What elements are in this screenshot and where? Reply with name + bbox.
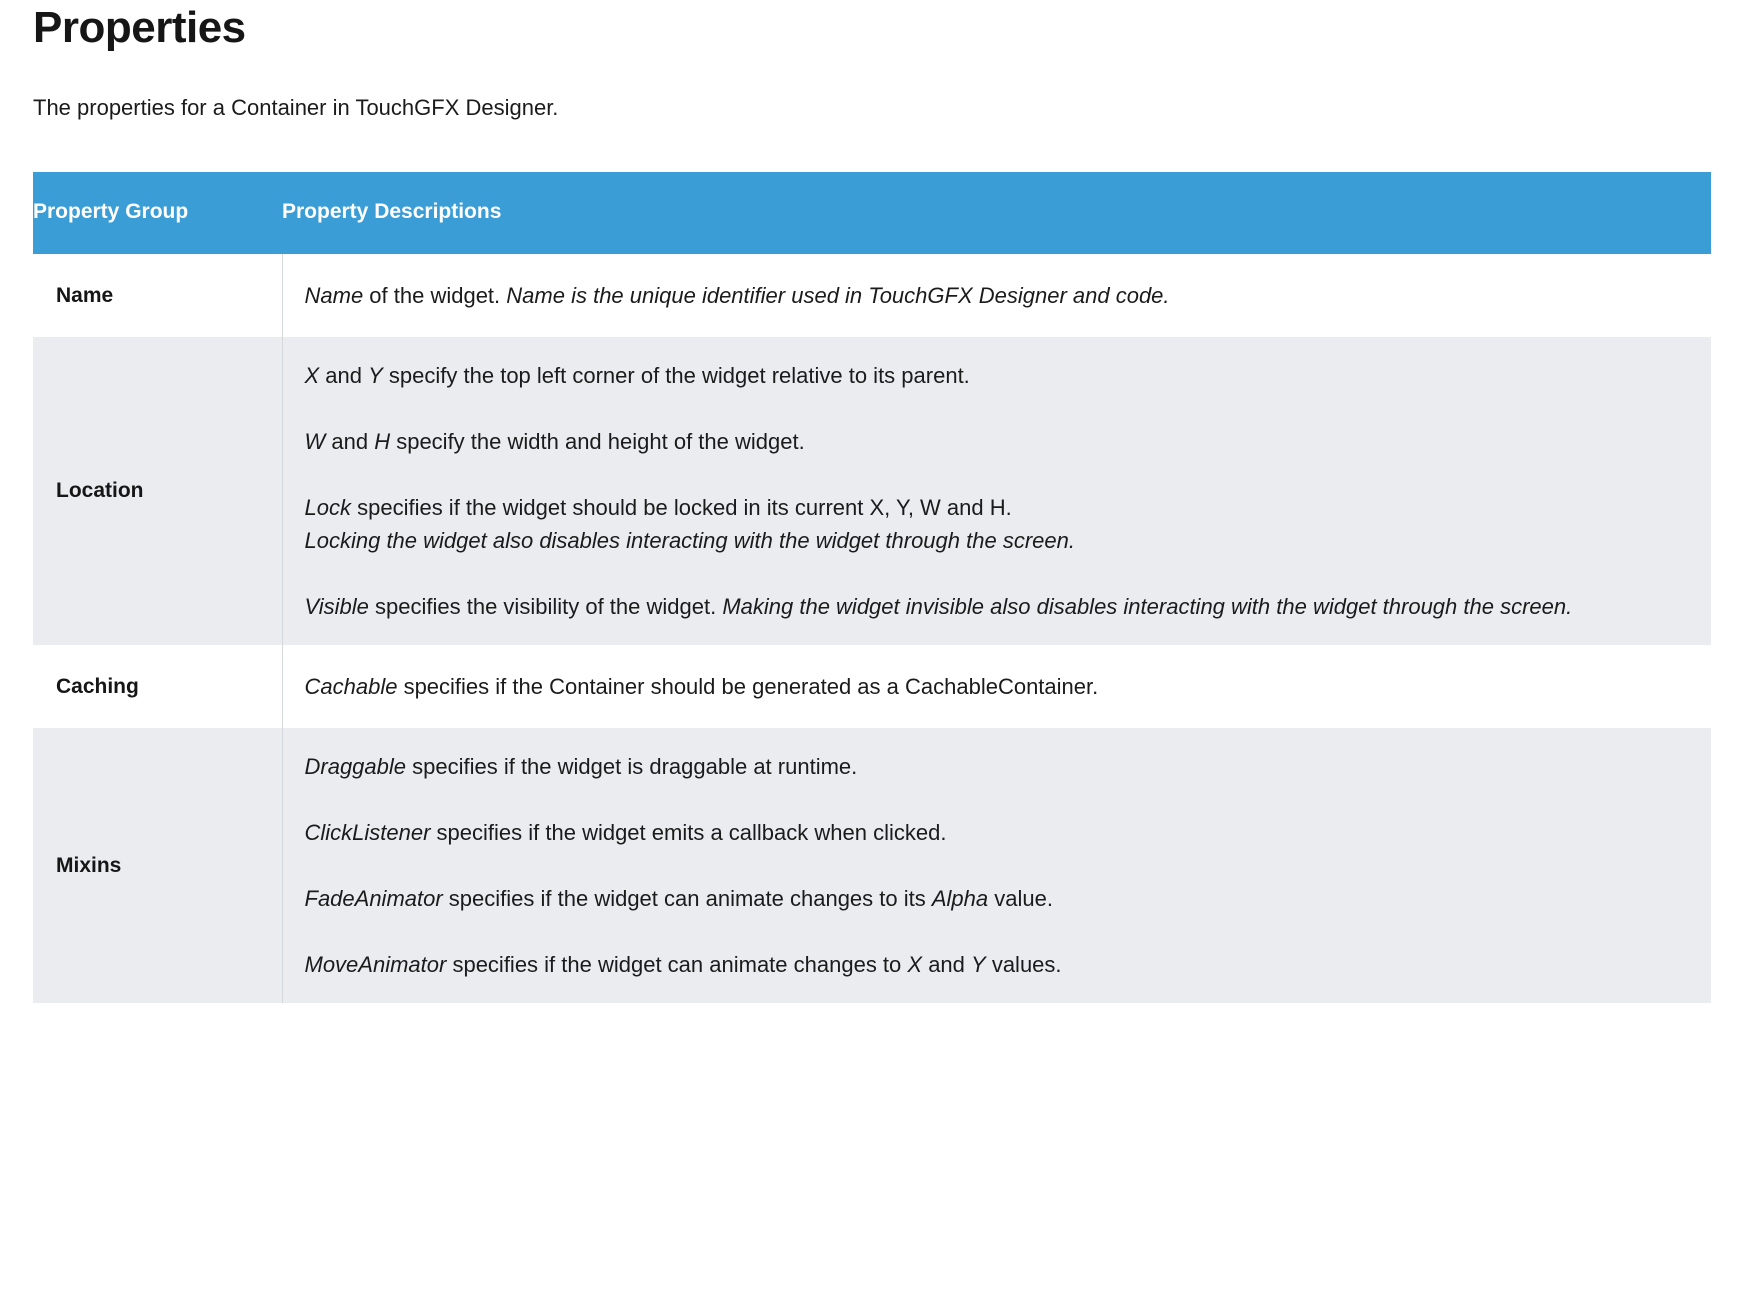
description-text: specify the top left corner of the widget relative to its parent. bbox=[382, 362, 970, 388]
column-header-property-descriptions: Property Descriptions bbox=[282, 172, 1711, 254]
property-group-cell: Caching bbox=[33, 645, 282, 728]
property-descriptions-cell bbox=[282, 728, 1711, 1003]
emphasized-term: Y bbox=[971, 951, 986, 977]
emphasized-term: MoveAnimator bbox=[304, 951, 447, 977]
description-text: and bbox=[319, 362, 369, 388]
description-paragraph bbox=[305, 425, 1711, 458]
emphasized-term: X bbox=[907, 951, 923, 977]
table-row bbox=[33, 337, 1711, 645]
description-paragraph bbox=[305, 948, 1711, 981]
description-text: and bbox=[922, 951, 972, 977]
page-title: Properties bbox=[33, 3, 246, 52]
description-text: specify the width and height of the widget. bbox=[390, 428, 805, 454]
table-row bbox=[33, 254, 1711, 337]
description-paragraph bbox=[305, 750, 1711, 783]
table-row bbox=[33, 728, 1711, 1003]
description-text: specifies if the widget should be locked in its current X, Y, W and H. bbox=[350, 494, 1012, 520]
description-block bbox=[305, 750, 1711, 981]
description-block bbox=[305, 670, 1711, 703]
property-group-cell: Name bbox=[33, 254, 282, 337]
description-block bbox=[305, 359, 1711, 623]
description-paragraph bbox=[305, 279, 1711, 312]
description-text: specifies if the widget can animate changes to bbox=[446, 951, 908, 977]
emphasized-term: H bbox=[374, 428, 391, 454]
property-group-cell: Location bbox=[33, 337, 282, 645]
description-paragraph bbox=[305, 590, 1711, 623]
emphasized-term: ClickListener bbox=[304, 819, 431, 845]
emphasized-term: Y bbox=[368, 362, 383, 388]
table-header-row bbox=[33, 172, 1711, 254]
description-text: specifies if the Container should be generated as a CachableContainer. bbox=[397, 673, 1099, 699]
emphasized-term: Alpha bbox=[931, 885, 989, 911]
emphasized-term: W bbox=[304, 428, 326, 454]
description-text: and bbox=[325, 428, 375, 454]
description-paragraph bbox=[305, 816, 1711, 849]
emphasized-term: Lock bbox=[304, 494, 351, 520]
description-text: specifies if the widget emits a callback when clicked. bbox=[430, 819, 947, 845]
table-row bbox=[33, 645, 1711, 728]
page-intro-text: The properties for a Container in TouchGFX Designer. bbox=[33, 94, 559, 120]
properties-table-header bbox=[33, 172, 1711, 254]
description-paragraph bbox=[305, 670, 1711, 703]
emphasized-term: X bbox=[304, 362, 320, 388]
emphasized-term: Locking the widget also disables interacting with the widget through the screen. bbox=[304, 527, 1075, 553]
emphasized-term: Making the widget invisible also disables interacting with the widget through the screen. bbox=[722, 593, 1573, 619]
properties-table bbox=[33, 172, 1711, 1003]
emphasized-term: Name is the unique identifier used in TouchGFX Designer and code. bbox=[506, 282, 1170, 308]
emphasized-term: Visible bbox=[304, 593, 369, 619]
description-text: specifies if the widget is draggable at runtime. bbox=[406, 753, 858, 779]
emphasized-term: Draggable bbox=[304, 753, 407, 779]
property-descriptions-cell bbox=[282, 254, 1711, 337]
emphasized-term: Cachable bbox=[304, 673, 398, 699]
properties-table-body bbox=[33, 254, 1711, 1003]
description-text: specifies if the widget can animate changes to its bbox=[442, 885, 932, 911]
description-text: of the widget. bbox=[363, 282, 507, 308]
column-header-property-group: Property Group bbox=[33, 172, 282, 254]
description-paragraph bbox=[305, 359, 1711, 392]
description-paragraph bbox=[305, 882, 1711, 915]
property-descriptions-cell bbox=[282, 337, 1711, 645]
property-descriptions-cell bbox=[282, 645, 1711, 728]
description-block bbox=[305, 279, 1711, 312]
property-group-cell: Mixins bbox=[33, 728, 282, 1003]
emphasized-term: FadeAnimator bbox=[304, 885, 443, 911]
description-text: values. bbox=[985, 951, 1062, 977]
description-paragraph bbox=[305, 491, 1711, 557]
description-text: value. bbox=[988, 885, 1053, 911]
emphasized-term: Name bbox=[304, 282, 364, 308]
description-text: specifies the visibility of the widget. bbox=[368, 593, 723, 619]
